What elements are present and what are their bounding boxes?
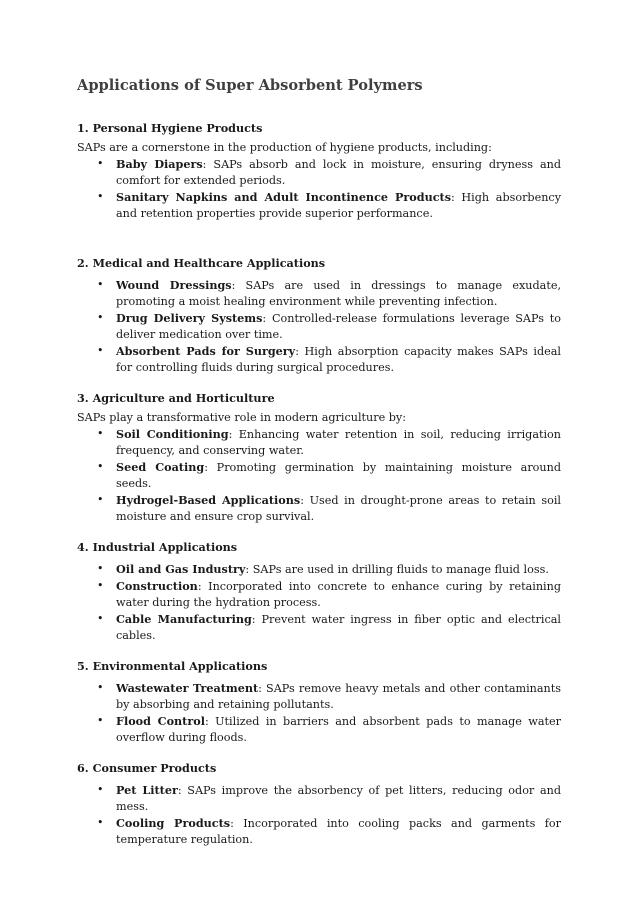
list-item: [77, 680, 561, 713]
item-term: Cable Manufacturing: [116, 612, 252, 626]
item-term: Pet Litter: [116, 783, 178, 797]
item-description: : SAPs remove heavy metals and other contaminants by absorbing and retaining pollutants.: [116, 682, 561, 711]
item-term: Cooling Products: [116, 816, 231, 830]
list-item: [77, 782, 561, 815]
item-term: Hydrogel-Based Applications: [116, 493, 301, 507]
item-description: : SAPs are used in drilling fluids to manage fluid loss.: [245, 563, 549, 576]
item-description: : Utilized in barriers and absorbent pads to manage water overflow during floods.: [116, 715, 562, 744]
list-item: [77, 310, 561, 343]
list-item: [77, 561, 561, 578]
bullet-list: [77, 680, 561, 746]
item-term: Soil Conditioning: [116, 427, 229, 441]
list-item: [77, 277, 561, 310]
item-description: : Promoting germination by maintaining moisture around seeds.: [116, 461, 561, 490]
item-description: : SAPs improve the absorbency of pet litters, reducing odor and mess.: [116, 784, 561, 813]
item-description: : Incorporated into cooling packs and garments for temperature regulation.: [116, 817, 561, 846]
bullet-icon: •: [97, 157, 104, 170]
section-heading: 5. Environmental Applications: [77, 659, 268, 673]
item-term: Seed Coating: [116, 460, 205, 474]
section-1: [77, 120, 561, 222]
item-term: Absorbent Pads for Surgery: [116, 344, 296, 358]
list-item: [77, 426, 561, 459]
section-2: [77, 255, 561, 376]
section-heading: 6. Consumer Products: [77, 761, 217, 775]
item-term: Flood Control: [116, 714, 205, 728]
item-term: Wound Dressings: [116, 278, 232, 292]
item-term: Wastewater Treatment: [116, 681, 259, 695]
item-term: Construction: [116, 579, 198, 593]
section-heading: 2. Medical and Healthcare Applications: [77, 256, 326, 270]
document-title: Applications of Super Absorbent Polymers: [77, 77, 423, 94]
list-item: [77, 189, 561, 222]
bullet-icon: •: [97, 460, 104, 473]
bullet-icon: •: [97, 579, 104, 592]
item-description: : Incorporated into concrete to enhance curing by retaining water during the hydration process.: [116, 580, 561, 609]
item-description: : High absorbency and retention properties provide superior performance.: [116, 191, 562, 220]
bullet-icon: •: [97, 278, 104, 291]
list-item: [77, 611, 561, 644]
list-item: [77, 713, 561, 746]
bullet-icon: •: [97, 427, 104, 440]
bullet-icon: •: [97, 311, 104, 324]
bullet-list: [77, 156, 561, 222]
section-heading: 1. Personal Hygiene Products: [77, 121, 263, 135]
item-description: : Controlled-release formulations leverage SAPs to deliver medication over time.: [116, 312, 561, 341]
item-term: Baby Diapers: [116, 157, 203, 171]
item-term: Oil and Gas Industry: [116, 562, 246, 576]
section-4: [77, 539, 561, 644]
list-item: [77, 343, 561, 376]
list-item: [77, 459, 561, 492]
bullet-list: [77, 561, 561, 644]
bullet-icon: •: [97, 816, 104, 829]
document-page: [77, 76, 561, 848]
bullet-icon: •: [97, 493, 104, 506]
sections-container: [77, 120, 561, 848]
bullet-icon: •: [97, 344, 104, 357]
bullet-icon: •: [97, 714, 104, 727]
bullet-icon: •: [97, 681, 104, 694]
section-heading: 4. Industrial Applications: [77, 540, 238, 554]
bullet-list: [77, 277, 561, 376]
bullet-icon: •: [97, 562, 104, 575]
section-intro: SAPs play a transformative role in modern agriculture by:: [77, 411, 407, 424]
bullet-icon: •: [97, 612, 104, 625]
section-heading: 3. Agriculture and Horticulture: [77, 391, 275, 405]
section-6: [77, 760, 561, 848]
item-description: : SAPs absorb and lock in moisture, ensuring dryness and comfort for extended periods.: [116, 158, 561, 187]
bullet-icon: •: [97, 783, 104, 796]
item-description: : Prevent water ingress in fiber optic and electrical cables.: [116, 613, 561, 642]
section-5: [77, 658, 561, 746]
bullet-icon: •: [97, 190, 104, 203]
item-term: Drug Delivery Systems: [116, 311, 263, 325]
item-description: : SAPs are used in dressings to manage exudate, promoting a moist healing environment while preventing infection.: [116, 279, 561, 308]
list-item: [77, 578, 561, 611]
section-3: [77, 390, 561, 525]
list-item: [77, 492, 561, 525]
section-intro: SAPs are a cornerstone in the production of hygiene products, including:: [77, 141, 492, 154]
bullet-list: [77, 426, 561, 525]
bullet-list: [77, 782, 561, 848]
list-item: [77, 815, 561, 848]
item-description: : Used in drought-prone areas to retain soil moisture and ensure crop survival.: [116, 494, 561, 523]
item-description: : Enhancing water retention in soil, reducing irrigation frequency, and conserving water.: [116, 428, 561, 457]
item-term: Sanitary Napkins and Adult Incontinence Products: [116, 190, 451, 204]
list-item: [77, 156, 561, 189]
item-description: : High absorption capacity makes SAPs ideal for controlling fluids during surgical procedures.: [116, 345, 561, 374]
